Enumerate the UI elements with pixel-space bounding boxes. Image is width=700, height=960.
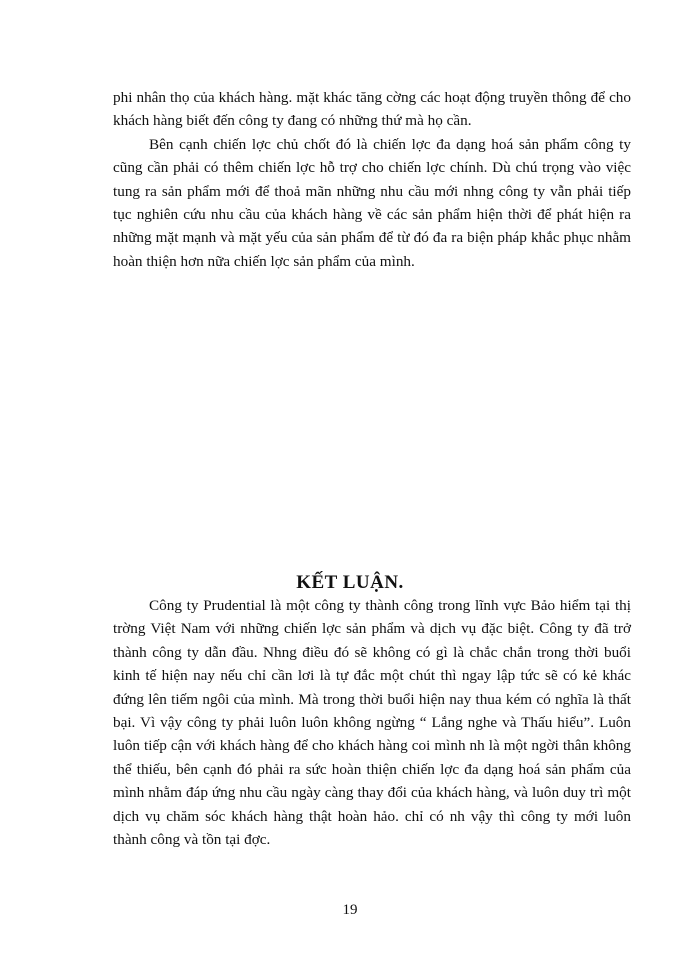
page-number: 19 [342, 902, 358, 918]
paragraph-continuation: phi nhân thọ của khách hàng. mặt khác tăng cờng các hoạt động truyền thông để cho khách hàng biết đến công ty đang có những thứ mà họ cần. [113, 89, 631, 130]
paragraph-strategy: Bên cạnh chiến lợc chủ chốt đó là chiến lợc đa dạng hoá sản phẩm công ty cũng cần phải có thêm chiến lợc hỗ trợ cho chiến lợc chính. Dù chú trọng vào việc tung ra sản phẩm mới để thoả mãn những nhu cầu mới nhng công ty vẫn phải tiếp tục nghiên cứu nhu cầu của khách hàng về các sản phẩm hiện thời để phát hiện ra những mặt mạnh và mặt yếu của sản phẩm để từ đó đa ra biện pháp khắc phục nhằm hoàn thiện hơn nữa chiến lợc sản phẩm của mình. [113, 135, 631, 270]
conclusion-paragraph: Công ty Prudential là một công ty thành công trong lĩnh vực Bảo hiểm tại thị trờng Việt Nam với những chiến lợc sản phẩm và dịch vụ đặc biệt. Công ty đã trở thành công ty dẫn đầu. Nhng điều đó sẽ không có gì là chắc chắn trong thời buổi kinh tế hiện nay nếu chỉ cần lơi là tự đắc một chút thì ngay lập tức sẽ có kẻ khác đứng lên tiếm ngôi của mình. Mà trong thời buổi hiện nay thua kém có nghĩa là thất bại. Vì vậy công ty phải luôn luôn không ngừng “ Lắng nghe và Thấu hiểu”. Luôn luôn tiếp cận với khách hàng để cho khách hàng coi mình nh là một ngời thân không thể thiếu, bên cạnh đó phải ra sức hoàn thiện chiến lợc đa dạng hoá sản phẩm của mình nhằm đáp ứng nhu cầu ngày càng thay đổi của khách hàng, và luôn duy trì một dịch vụ chăm sóc khách hàng thật hoàn hảo. chỉ có nh vậy thì công ty mới luôn thành công và tồn tại đợc. [113, 597, 631, 849]
top-text-section [113, 86, 631, 273]
conclusion-section [113, 594, 631, 851]
conclusion-heading: KẾT LUẬN. [296, 572, 404, 593]
